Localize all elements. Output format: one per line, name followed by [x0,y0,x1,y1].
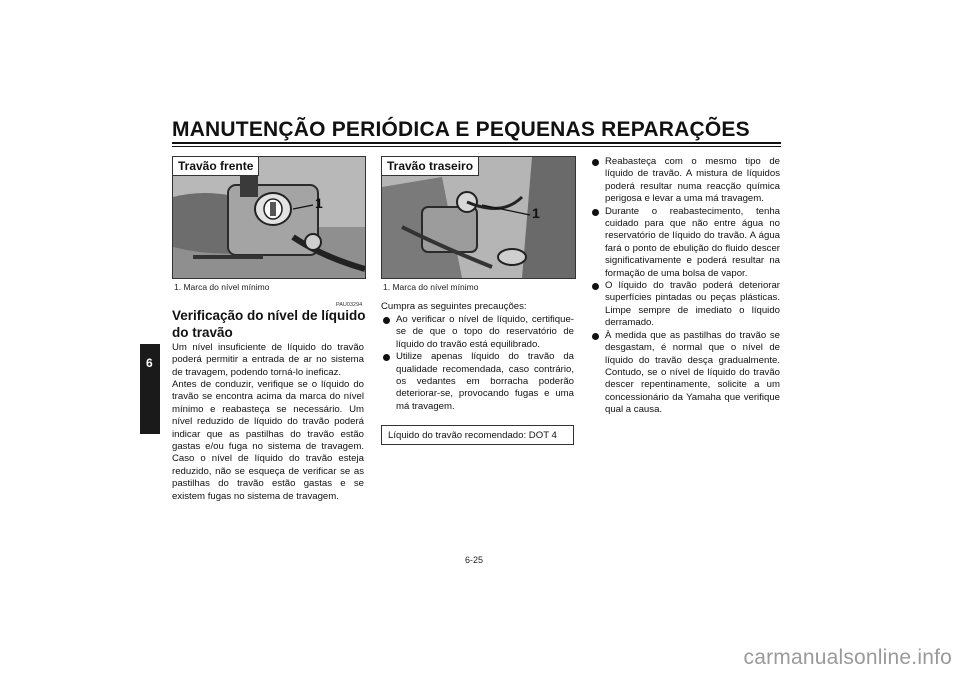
section-heading: Verificação do nível de líquido do travão [172,308,366,340]
paragraph: Um nível insuficiente de líquido do travão poderá permitir a entrada de ar no sistema de travagem, podendo torná-lo ineficaz. [172,342,364,378]
list-item [590,330,780,417]
bullet-icon [592,159,599,166]
spec-box [381,425,574,445]
list-item-text: Ao verificar o nível de líquido, certifique-se de que o topo do reservatório de líquido do travão está equilibrado. [396,314,574,350]
page-title: MANUTENÇÃO PERIÓDICA E PEQUENAS REPARAÇÕES [172,118,750,141]
list-item [590,156,780,206]
title-rule-thin [172,146,781,147]
precautions-list [381,314,574,413]
figure-caption: 1. Marca do nível mínimo [383,282,479,292]
figure-label: Travão traseiro [382,157,479,176]
reference-code: PAU03294 [336,302,363,308]
list-item-text: Reabasteça com o mesmo tipo de líquido de travão. A mistura de líquidos poderá resultar numa reacção química perigosa e levar a uma má travagem. [605,156,780,205]
bullet-icon [383,354,390,361]
precautions-list-continued [590,156,780,417]
list-item-text: O líquido do travão poderá deteriorar superfícies pintadas ou peças plásticas. Limpe sempre de imediato o líquido derramado. [605,280,780,329]
list-item-text: Utilize apenas líquido do travão da qualidade recomendada, caso contrário, os vedantes em borracha poderão deteriorar-se, provocando fugas e uma má travagem. [396,351,574,412]
callout-number: 1 [532,205,540,221]
bullet-icon [383,317,390,324]
watermark: carmanualsonline.info [743,646,952,669]
figure-caption: 1. Marca do nível mínimo [174,282,270,292]
list-item [381,314,574,351]
bullet-icon [592,283,599,290]
list-item [590,280,780,330]
bullet-icon [592,209,599,216]
list-item [590,206,780,280]
chapter-tab [140,344,160,434]
list-item-text: À medida que as pastilhas do travão se desgastam, é normal que o nível de líquido do travão desça gradualmente. Contudo, se o nível de líquido do travão descer repentinamente, solicite a um concessionário da Yamaha que verifique qual a causa. [605,329,780,416]
callout-number: 1 [315,195,323,211]
bullet-icon [592,333,599,340]
figure-label: Travão frente [173,157,259,176]
title-rule [172,142,781,144]
spec-text: Líquido do travão recomendado: DOT 4 [388,430,557,441]
rear-brake-figure [381,156,576,279]
front-brake-figure [172,156,366,279]
list-item-text: Durante o reabastecimento, tenha cuidado para que não entre água no reservatório de líquido do travão. A água fará o ponto de ebulição do fluido descer significativamente e poderá resultar na formação de uma bolsa de vapor. [605,205,780,279]
list-item [381,351,574,413]
chapter-number: 6 [146,356,153,370]
precautions-intro: Cumpra as seguintes precauções: [381,301,527,312]
page-number: 6-25 [465,555,484,565]
paragraph: Antes de conduzir, verifique se o líquido do travão se encontra acima da marca do nível mínimo e reabasteça se necessário. Um nível reduzido de líquido do travão poderá indicar que as pastilhas do travão estão gastas e/ou fuga no sistema de travagem. Caso o nível de líquido do travão esteja reduzido, não se esqueça de verificar se as pastilhas do travão estão gastas e se existem fugas no sistema de travagem. [172,379,364,502]
